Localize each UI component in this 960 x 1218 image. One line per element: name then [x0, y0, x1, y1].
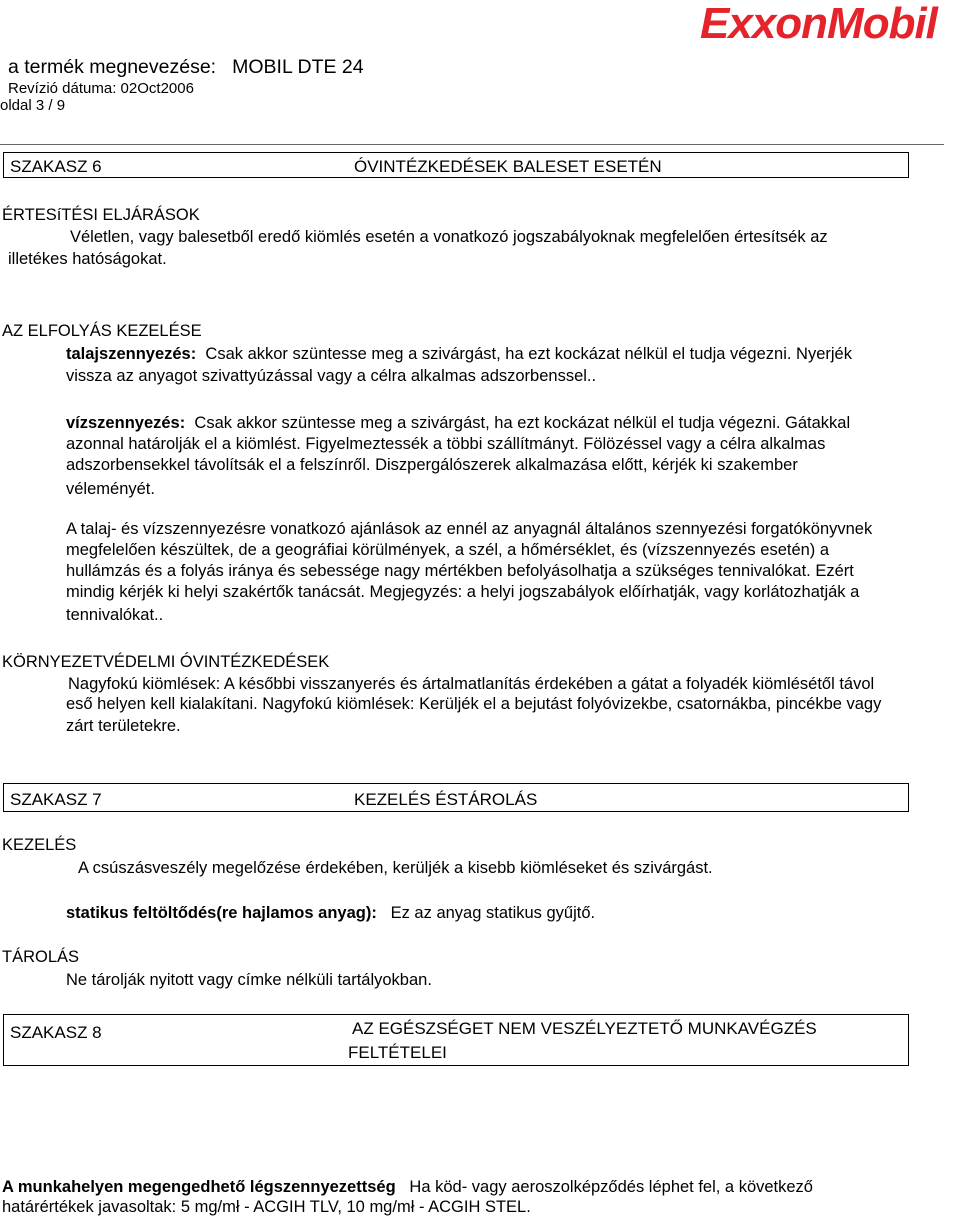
- static-line: [66, 904, 595, 923]
- water-text-3: adszorbensekkel távolítsák el a felszínről. Diszpergálószerek alkalmazása előtt, kérjék ki szakember: [66, 456, 798, 474]
- company-logo: ExxonMobil: [700, 0, 937, 48]
- water-line-1: [66, 414, 850, 433]
- handling-heading: KEZELÉS: [2, 836, 77, 854]
- environment-text-2: eső helyen kell kialakítani. Nagyfokú kiömlések: Kerüljék el a bejutást folyóvizekbe, csatornákba, pincékbe vagy: [66, 695, 882, 713]
- product-line: [8, 56, 364, 79]
- section-6-number: SZAKASZ 6: [10, 157, 102, 176]
- water-text-1: Csak akkor szüntesse meg a szivárgást, ha ezt kockázat nélkül el tudja végezni. Gátakkal: [194, 414, 851, 432]
- storage-heading: TÁROLÁS: [2, 948, 80, 966]
- exposure-label: A munkahelyen megengedhető légszennyezettség: [2, 1178, 396, 1196]
- water-text-4: véleményét.: [66, 480, 155, 498]
- section-8-title-2: FELTÉTELEI: [348, 1043, 447, 1062]
- advice-text-5: tennivalókat..: [66, 606, 164, 624]
- notification-text-1: Véletlen, vagy balesetből eredő kiömlés esetén a vonatkozó jogszabályoknak megfelelően értesítsék az: [70, 228, 828, 246]
- handling-text: A csúszásveszély megelőzése érdekében, kerüljék a kisebb kiömléseket és szivárgást.: [78, 859, 713, 877]
- section-7-header: [3, 783, 909, 812]
- notification-heading: ÉRTESíTÉSI ELJÁRÁSOK: [2, 206, 200, 224]
- header-divider: [0, 144, 944, 145]
- section-6-title: ÓVINTÉZKEDÉSEK BALESET ESETÉN: [354, 157, 662, 176]
- water-text-2: azonnal határolják el a kiömlést. Figyelmeztessék a többi szállítmányt. Fölözéssel vagy a célra alkalmas: [66, 435, 826, 453]
- section-8-header: [3, 1014, 909, 1066]
- advice-text-1: A talaj- és vízszennyezésre vonatkozó ajánlások az ennél az anyagnál általános szennyezési forgatókönyvnek: [66, 520, 873, 538]
- exposure-text-1: Ha köd- vagy aeroszolképződés léphet fel, a következő: [409, 1178, 813, 1196]
- storage-text: Ne tárolják nyitott vagy címke nélküli tartályokban.: [66, 971, 432, 989]
- water-label: vízszennyezés:: [66, 414, 186, 432]
- land-text-2: vissza az anyagot szivattyúzással vagy a célra alkalmas adszorbenssel..: [66, 367, 597, 385]
- environment-text-1: Nagyfokú kiömlések: A későbbi visszanyerés és ártalmatlanítás érdekében a gátat a folyadék kiömlésétől távol: [68, 675, 875, 693]
- land-text-1: Csak akkor szüntesse meg a szivárgást, ha ezt kockázat nélkül el tudja végezni. Nyerjék: [205, 345, 852, 363]
- land-line-1: [66, 345, 852, 364]
- spill-heading: AZ ELFOLYÁS KEZELÉSE: [2, 322, 202, 340]
- static-label: statikus feltöltődés(re hajlamos anyag):: [66, 904, 377, 922]
- advice-text-4: mindig kérjék ki helyi szakértők tanácsát. Megjegyzés: a helyi jogszabályok előírhatják, vagy korlátozhatják a: [66, 583, 860, 601]
- revision-date: Revízió dátuma: 02Oct2006: [8, 80, 194, 97]
- section-7-title: KEZELÉS ÉSTÁROLÁS: [354, 790, 538, 809]
- static-text: Ez az anyag statikus gyűjtő.: [390, 904, 596, 922]
- advice-text-2: megfelelően készültek, de a geográfiai körülmények, a szél, a hőmérséklet, és (vízszennyezés esetén) a: [66, 541, 830, 559]
- notification-text-2: illetékes hatóságokat.: [8, 250, 167, 268]
- exposure-text-2: határértékek javasoltak: 5 mg/mł - ACGIH TLV, 10 mg/mł - ACGIH STEL.: [2, 1198, 531, 1216]
- section-7-number: SZAKASZ 7: [10, 790, 102, 809]
- environment-heading: KÖRNYEZETVÉDELMI ÓVINTÉZKEDÉSEK: [2, 653, 330, 671]
- advice-text-3: hullámzás és a folyás iránya és sebessége nagy mértékben befolyásolhatja a szükséges tennivalókat. Ezért: [66, 562, 854, 580]
- section-8-number: SZAKASZ 8: [10, 1023, 102, 1042]
- page-number: oldal 3 / 9: [0, 97, 66, 114]
- exposure-line-1: [2, 1178, 813, 1197]
- land-label: talajszennyezés:: [66, 345, 197, 363]
- product-name: MOBIL DTE 24: [232, 56, 364, 78]
- product-label: a termék megnevezése:: [8, 56, 217, 78]
- section-8-title-1: AZ EGÉSZSÉGET NEM VESZÉLYEZTETŐ MUNKAVÉGZÉS: [352, 1019, 817, 1038]
- section-6-header: [3, 152, 909, 178]
- environment-text-3: zárt területekre.: [66, 717, 181, 735]
